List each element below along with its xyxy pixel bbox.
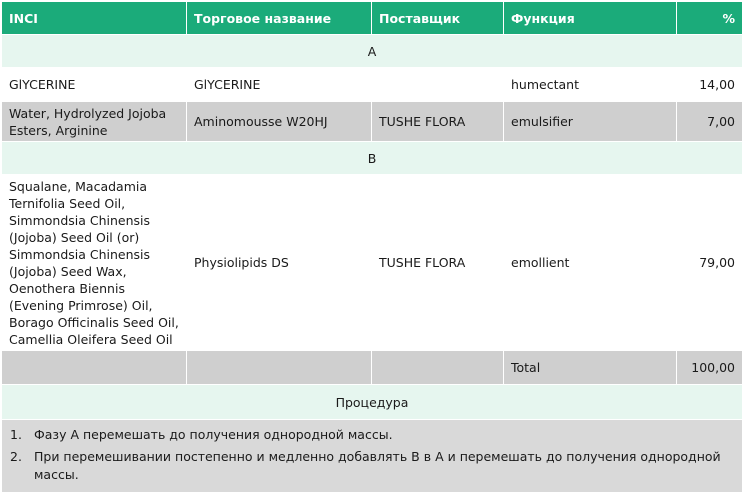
- function-cell: emulsifier: [504, 102, 677, 142]
- header-inci: INCI: [2, 2, 187, 35]
- table-row: [2, 102, 743, 142]
- phase-a-row: [2, 35, 743, 68]
- list-item: [10, 426, 734, 444]
- inci-cell: Water, Hydrolyzed Jojoba Esters, Arginine: [2, 102, 187, 142]
- header-supplier: Поставщик: [372, 2, 504, 35]
- table-row: [2, 68, 743, 102]
- header-percent: %: [677, 2, 743, 35]
- step-number: 2.: [10, 449, 22, 464]
- list-item: [10, 448, 734, 484]
- step-text: Фазу А перемешать до получения однородной массы.: [34, 427, 393, 442]
- function-cell: humectant: [504, 68, 677, 102]
- step-number: 1.: [10, 427, 22, 442]
- phase-a-label: A: [2, 35, 743, 68]
- inci-cell: GlYCERINE: [2, 68, 187, 102]
- header-trade-name: Торговое название: [187, 2, 372, 35]
- supplier-cell: TUSHE FLORA: [372, 102, 504, 142]
- percent-cell: 7,00: [677, 102, 743, 142]
- total-row: [2, 351, 743, 385]
- procedure-title: Процедура: [2, 385, 743, 420]
- supplier-cell: [372, 68, 504, 102]
- formula-table: [1, 1, 743, 493]
- function-cell: emollient: [504, 175, 677, 351]
- percent-cell: 79,00: [677, 175, 743, 351]
- phase-b-row: [2, 142, 743, 175]
- header-row: [2, 2, 743, 35]
- supplier-cell: TUSHE FLORA: [372, 175, 504, 351]
- trade-name-cell: Physiolipids DS: [187, 175, 372, 351]
- trade-name-cell: Aminomousse W20HJ: [187, 102, 372, 142]
- table-row: [2, 175, 743, 351]
- total-label: Total: [504, 351, 677, 385]
- procedure-title-row: [2, 385, 743, 420]
- inci-cell: Squalane, Macadamia Ternifolia Seed Oil, Simmondsia Chinensis (Jojoba) Seed Oil (or) Simmondsia Chinensis (Jojoba) Seed Wax, Oenothera Biennis (Evening Primrose) Oil, Borago Officinalis Seed Oil, Camellia Oleifera Seed Oil: [2, 175, 187, 351]
- step-text: При перемешивании постепенно и медленно добавлять В в А и перемешать до получения однородной массы.: [34, 449, 721, 482]
- trade-name-cell: GlYCERINE: [187, 68, 372, 102]
- total-value: 100,00: [677, 351, 743, 385]
- procedure-steps-row: [2, 420, 743, 493]
- procedure-steps: [10, 426, 734, 484]
- phase-b-label: B: [2, 142, 743, 175]
- percent-cell: 14,00: [677, 68, 743, 102]
- header-function: Функция: [504, 2, 677, 35]
